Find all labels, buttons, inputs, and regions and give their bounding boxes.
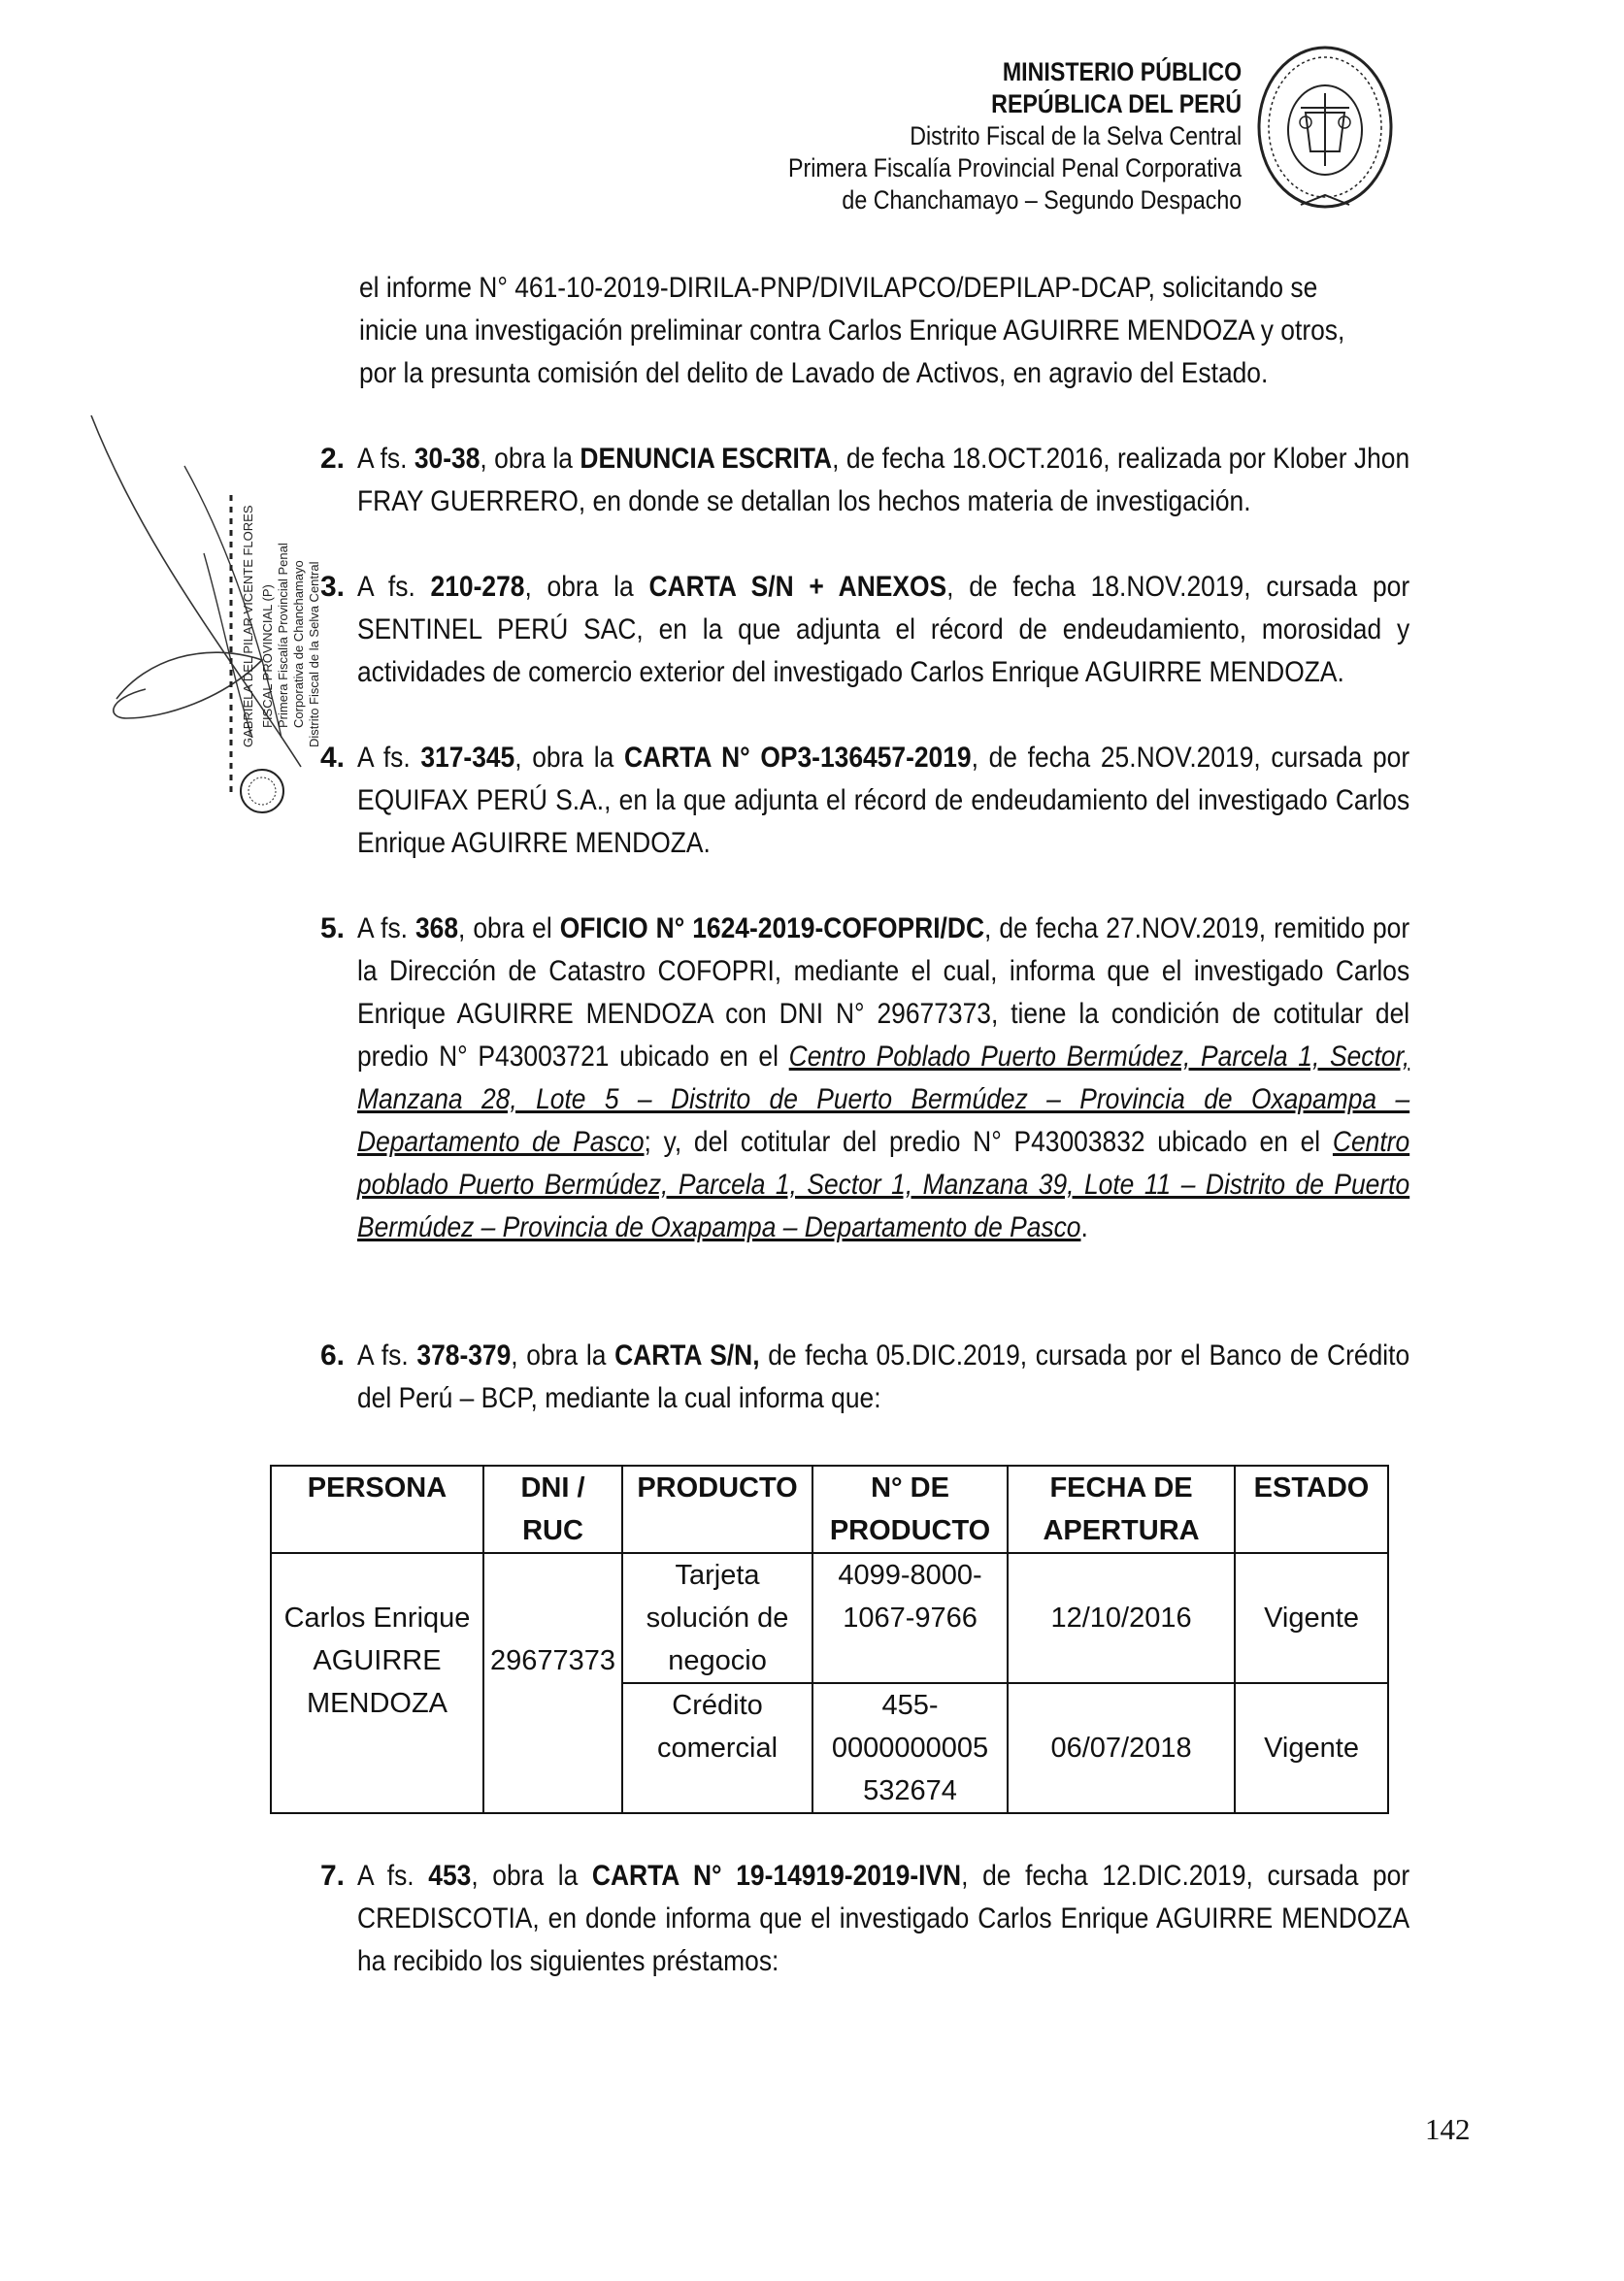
table-cell-dni: 29677373	[483, 1553, 622, 1813]
stamp-line: Primera Fiscalía Provincial Penal	[276, 543, 290, 728]
seal-icon	[1252, 35, 1398, 229]
bank-products-table	[270, 1465, 1389, 1814]
item-number: 2.	[320, 443, 346, 475]
item-number: 7.	[320, 1860, 346, 1892]
item-text: A fs. 453, obra la CARTA N° 19-14919-2019-IVN, de fecha 12.DIC.2019, cursada por CREDISCOTIA, en donde informa que el investigado Carlos Enrique AGUIRRE MENDOZA ha recibido los siguientes préstamos:	[357, 1860, 1410, 1977]
table-cell-numero: 455-0000000005 532674	[812, 1683, 1008, 1813]
table-cell-producto: Crédito comercial	[622, 1683, 812, 1813]
table-cell-fecha: 06/07/2018	[1008, 1683, 1235, 1813]
intro-line: inicie una investigación preliminar contra Carlos Enrique AGUIRRE MENDOZA y otros,	[359, 314, 1345, 347]
item-number: 5.	[320, 912, 346, 944]
table-cell-estado: Vigente	[1235, 1553, 1388, 1683]
office-dispatch: de Chanchamayo – Segundo Despacho	[842, 185, 1242, 215]
column-header: ESTADO	[1235, 1466, 1388, 1553]
item-number: 6.	[320, 1339, 346, 1372]
intro-line: el informe N° 461-10-2019-DIRILA-PNP/DIVILAPCO/DEPILAP-DCAP, solicitando se	[359, 272, 1318, 304]
item-number: 3.	[320, 571, 346, 603]
page-number: 142	[1425, 2112, 1471, 2146]
table-cell-persona: Carlos Enrique AGUIRRE MENDOZA	[271, 1553, 483, 1813]
letterhead	[788, 56, 1242, 216]
table-header-row	[271, 1466, 1388, 1553]
item-text: A fs. 378-379, obra la CARTA S/N, de fecha 05.DIC.2019, cursada por el Banco de Crédito del Perú – BCP, mediante la cual informa que:	[357, 1339, 1410, 1414]
item-number: 4.	[320, 742, 346, 774]
column-header: PERSONA	[271, 1466, 483, 1553]
official-stamp-signature	[87, 408, 369, 815]
item-text: A fs. 317-345, obra la CARTA N° OP3-136457-2019, de fecha 25.NOV.2019, cursada por EQUIFAX PERÚ S.A., en la que adjunta el récord de endeudamiento del investigado Carlos Enrique AGUIRRE MENDOZA.	[357, 742, 1410, 859]
item-text: A fs. 210-278, obra la CARTA S/N + ANEXOS, de fecha 18.NOV.2019, cursada por SENTINEL PERÚ SAC, en la que adjunta el récord de endeudamiento, morosidad y actividades de comercio exterior del investigado Carlos Enrique AGUIRRE MENDOZA.	[357, 571, 1410, 688]
stamp-line: FISCAL PROVINCIAL (P)	[260, 584, 275, 728]
table-row	[271, 1553, 1388, 1683]
country-name: REPÚBLICA DEL PERÚ	[990, 89, 1242, 118]
column-header: FECHA DE APERTURA	[1008, 1466, 1235, 1553]
district-name: Distrito Fiscal de la Selva Central	[910, 121, 1242, 150]
table-cell-estado: Vigente	[1235, 1683, 1388, 1813]
table-cell-numero: 4099-8000-1067-9766	[812, 1553, 1008, 1683]
column-header: PRODUCTO	[622, 1466, 812, 1553]
stamp-line: Distrito Fiscal de la Selva Central	[307, 561, 321, 747]
intro-line: por la presunta comisión del delito de Lavado de Activos, en agravio del Estado.	[359, 357, 1269, 389]
item-text: A fs. 368, obra el OFICIO N° 1624-2019-COFOPRI/DC, de fecha 27.NOV.2019, remitido por la Dirección de Catastro COFOPRI, mediante el cual, informa que el investigado Carlos Enrique AGUIRRE MENDOZA con DNI N° 29677373, tiene la condición de cotitular del predio N° P43003721 ubicado en el Centro Poblado Puerto Bermúdez, Parcela 1, Sector, Manzana 28, Lote 5 – Distrito de Puerto Bermúdez – Provincia de Oxapampa – Departamento de Pasco; y, del cotitular del predio N° P43003832 ubicado en el Centro poblado Puerto Bermúdez, Parcela 1, Sector 1, Manzana 39, Lote 11 – Distrito de Puerto Bermúdez – Provincia de Oxapampa – Departamento de Pasco.	[357, 912, 1410, 1243]
stamp-line: Corporativa de Chanchamayo	[291, 560, 306, 728]
item-text: A fs. 30-38, obra la DENUNCIA ESCRITA, de fecha 18.OCT.2016, realizada por Klober Jhon FRAY GUERRERO, en donde se detallan los hechos materia de investigación.	[357, 443, 1410, 517]
stamp-line: GABRIELA DEL PILAR VICENTE FLORES	[241, 505, 255, 747]
intro-paragraph	[359, 267, 1398, 395]
column-header: N° DE PRODUCTO	[812, 1466, 1008, 1553]
table-cell-producto: Tarjeta solución de negocio	[622, 1553, 812, 1683]
column-header: DNI / RUC	[483, 1466, 622, 1553]
office-name: Primera Fiscalía Provincial Penal Corporativa	[787, 153, 1242, 182]
institution-name: MINISTERIO PÚBLICO	[1002, 57, 1242, 86]
table-cell-fecha: 12/10/2016	[1008, 1553, 1235, 1683]
